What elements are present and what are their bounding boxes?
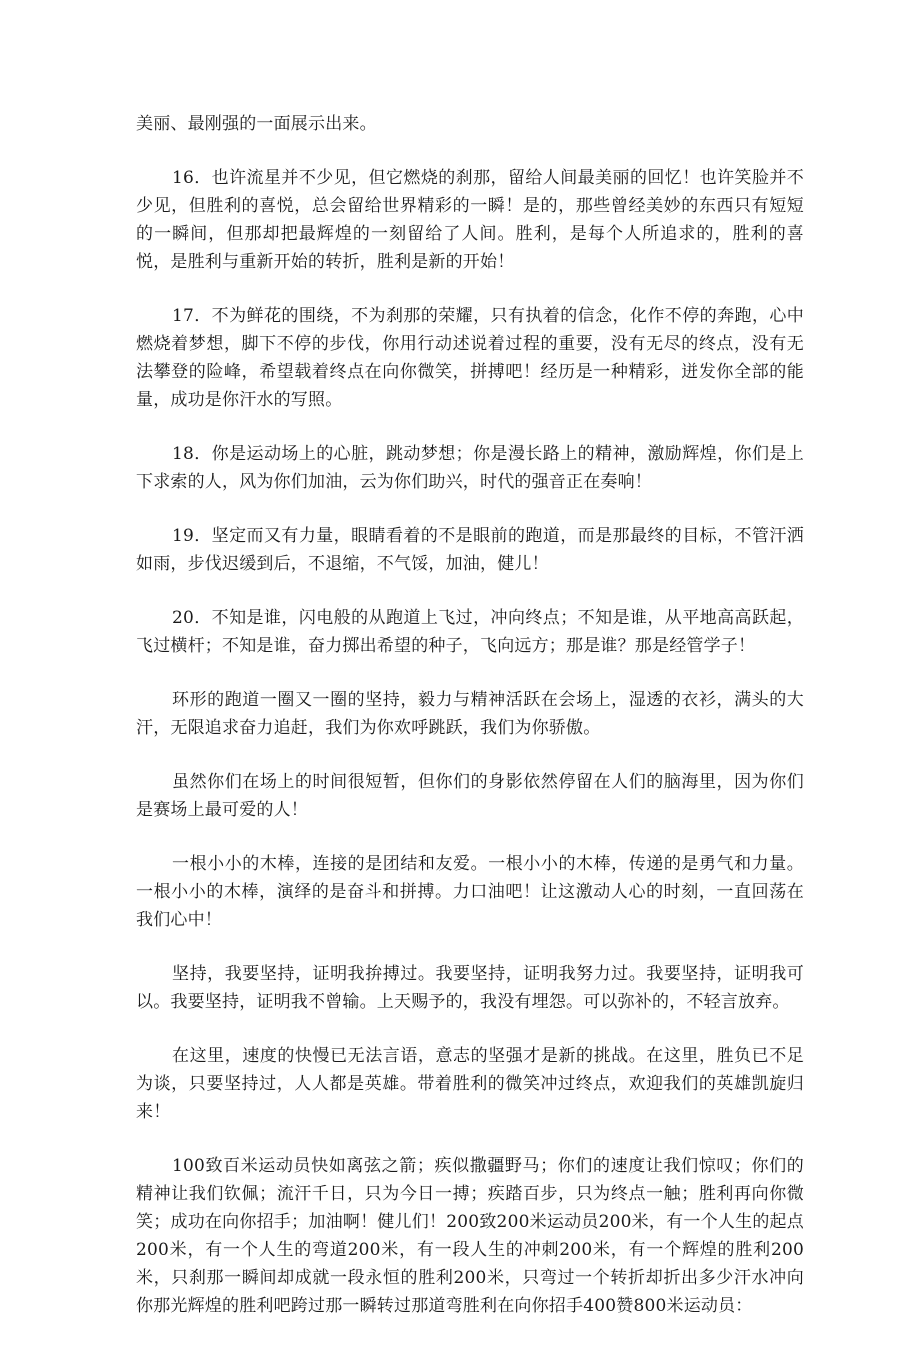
paragraph-baton: 一根小小的木棒，连接的是团结和友爱。一根小小的木棒，传递的是勇气和力量。一根小小的木棒，演绎的是奋斗和拼搏。力口油吧！让这激动人心的时刻，一直回荡在我们心中！ — [136, 854, 804, 930]
paragraph-here: 在这里，速度的快慢已无法言语，意志的坚强才是新的挑战。在这里，胜负已不足为谈，只要坚持过，人人都是英雄。带着胜利的微笑冲过终点，欢迎我们的英雄凯旋归来！ — [136, 1046, 804, 1122]
paragraph-20: 20．不知是谁，闪电般的从跑道上飞过，冲向终点；不知是谁，从平地高高跃起，飞过横杆；不知是谁，奋力掷出希望的种子，飞向远方；那是谁？那是经管学子！ — [136, 608, 804, 656]
paragraph-16: 16．也许流星并不少见，但它燃烧的刹那，留给人间最美丽的回忆！也许笑脸并不少见，但胜利的喜悦，总会留给世界精彩的一瞬！是的，那些曾经美妙的东西只有短短的一瞬间，但那却把最辉煌的一刻留给了人间。胜利，是每个人所追求的，胜利的喜悦，是胜利与重新开始的转折，胜利是新的开始！ — [136, 168, 804, 272]
document-body — [136, 110, 804, 1346]
paragraph-18: 18．你是运动场上的心脏，跳动梦想；你是漫长路上的精神，激励辉煌，你们是上下求索的人，风为你们加油，云为你们助兴，时代的强音正在奏响！ — [136, 444, 804, 492]
paragraph-field-time: 虽然你们在场上的时间很短暂，但你们的身影依然停留在人们的脑海里，因为你们是赛场上最可爱的人！ — [136, 772, 804, 820]
paragraph-19: 19．坚定而又有力量，眼睛看着的不是眼前的跑道，而是那最终的目标，不管汗洒如雨，步伐迟缓到后，不退缩，不气馁，加油，健儿！ — [136, 526, 804, 574]
paragraph-continuation: 美丽、最刚强的一面展示出来。 — [136, 114, 377, 134]
paragraph-athletes: 100致百米运动员快如离弦之箭；疾似撒疆野马；你们的速度让我们惊叹；你们的精神让我们钦佩；流汗千日，只为今日一搏；疾踏百步，只为终点一触；胜利再向你微笑；成功在向你招手；加油啊！健儿们！200致200米运动员200米，有一个人生的起点200米，有一个人生的弯道200米，有一段人生的冲刺200米，有一个辉煌的胜利200米，只刹那一瞬间却成就一段永恒的胜利200米，只弯过一个转折却折出多少汗水冲向你那光辉煌的胜利吧跨过那一瞬转过那道弯胜利在向你招手400赞800米运动员： — [136, 1156, 804, 1316]
paragraph-persist: 坚持，我要坚持，证明我拚搏过。我要坚持，证明我努力过。我要坚持，证明我可以。我要坚持，证明我不曾输。上天赐予的，我没有埋怨。可以弥补的，不轻言放弃。 — [136, 964, 804, 1012]
paragraph-track: 环形的跑道一圈又一圈的坚持，毅力与精神活跃在会场上，湿透的衣衫，满头的大汗，无限追求奋力追赶，我们为你欢呼跳跃，我们为你骄傲。 — [136, 690, 804, 738]
paragraph-17: 17．不为鲜花的围绕，不为刹那的荣耀，只有执着的信念，化作不停的奔跑，心中燃烧着梦想，脚下不停的步伐，你用行动述说着过程的重要，没有无尽的终点，没有无法攀登的险峰，希望载着终点在向你微笑，拼搏吧！经历是一种精彩，迸发你全部的能量，成功是你汗水的写照。 — [136, 306, 804, 410]
